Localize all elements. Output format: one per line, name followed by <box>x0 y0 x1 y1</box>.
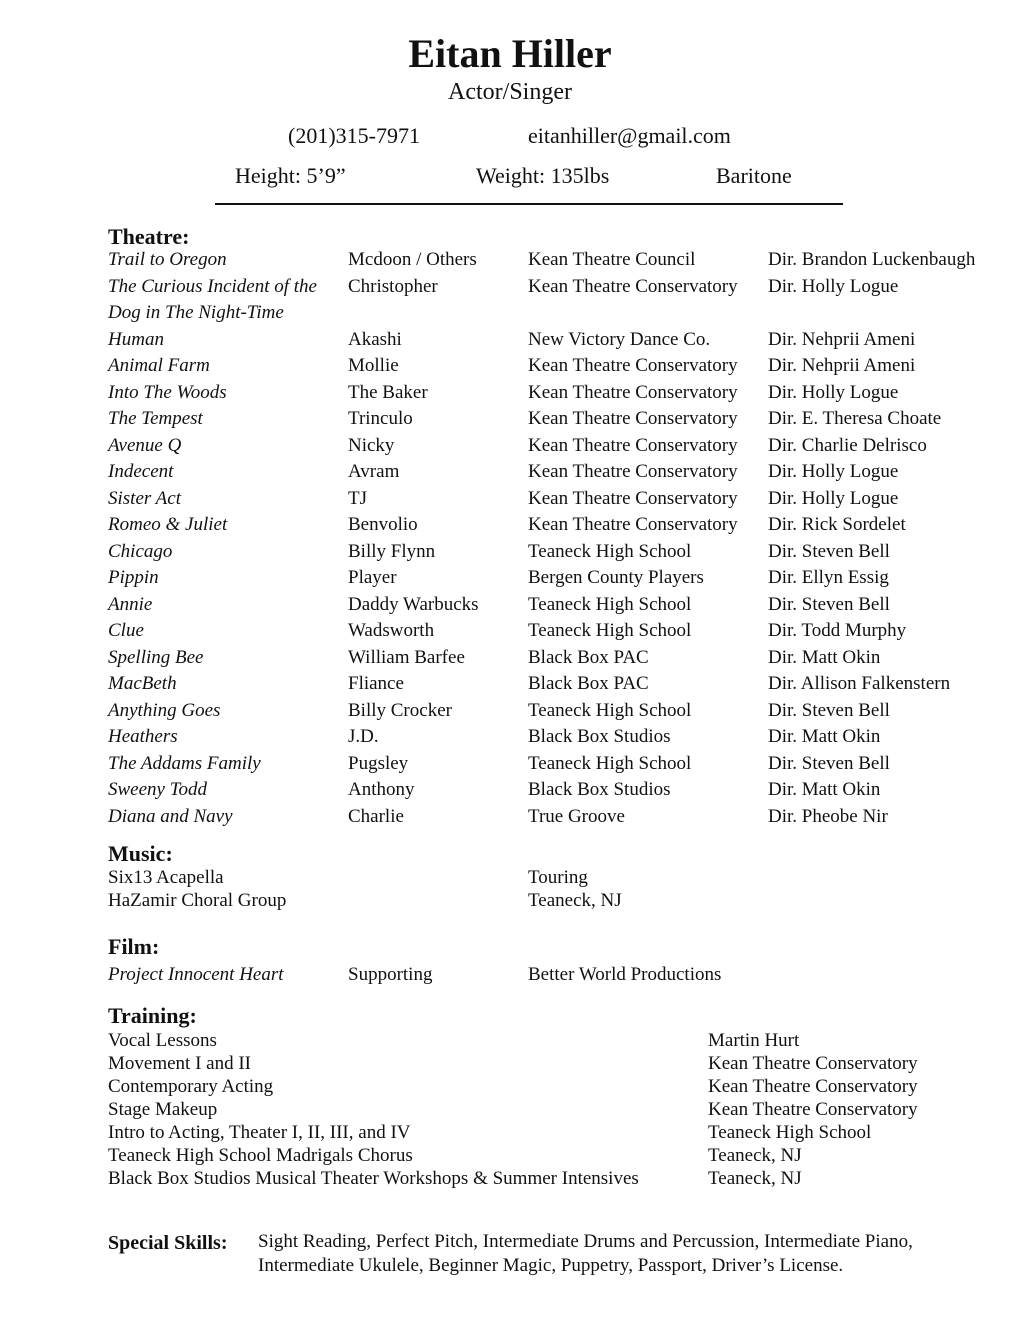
director-name: Dir. Nehprii Ameni <box>768 328 916 350</box>
director-name: Dir. Brandon Luckenbaugh <box>768 249 976 270</box>
show-title: Indecent <box>108 461 174 482</box>
director-name: Dir. Steven Bell <box>768 593 890 615</box>
special-skills-label: Special Skills: <box>108 1232 228 1254</box>
role-name: Daddy Warbucks <box>348 593 479 615</box>
show-title: Spelling Bee <box>108 646 204 668</box>
course-teacher: Kean Theatre Conservatory <box>708 1099 918 1120</box>
company-name: True Groove <box>528 805 625 827</box>
list-item <box>0 1098 1020 1121</box>
table-row <box>0 327 1020 354</box>
group-location: Touring <box>528 867 588 888</box>
director-name: Dir. Matt Okin <box>768 646 881 668</box>
show-title: Romeo & Juliet <box>108 514 228 535</box>
company-name: Kean Theatre Conservatory <box>528 355 738 376</box>
show-title: The Addams Family <box>108 752 261 774</box>
role-name: Nicky <box>348 434 395 456</box>
director-name: Dir. Rick Sordelet <box>768 514 906 535</box>
table-row <box>0 565 1020 592</box>
role-name: The Baker <box>348 381 428 403</box>
company-name: Kean Theatre Conservatory <box>528 461 738 482</box>
phone-number: (201)315-7971 <box>288 123 420 148</box>
company-name: Kean Theatre Conservatory <box>528 514 738 535</box>
show-title: Dog in The Night-Time <box>108 302 284 323</box>
course-teacher: Kean Theatre Conservatory <box>708 1053 918 1074</box>
role-name: Billy Crocker <box>348 699 452 721</box>
role-name: Mcdoon / Others <box>348 249 477 270</box>
list-item <box>0 1075 1020 1098</box>
list-item <box>0 1029 1020 1052</box>
show-title: MacBeth <box>108 673 177 694</box>
role-name: J.D. <box>348 726 379 747</box>
director-name: Dir. Holly Logue <box>768 461 899 482</box>
role-name: Avram <box>348 461 400 482</box>
theatre-heading: Theatre: <box>108 224 190 249</box>
director-name: Dir. Holly Logue <box>768 275 899 297</box>
role-name: Wadsworth <box>348 620 435 641</box>
role-name: Pugsley <box>348 752 409 774</box>
company-name: Bergen County Players <box>528 567 704 588</box>
role-name: William Barfee <box>348 646 465 668</box>
show-title: Pippin <box>108 567 159 588</box>
company-name: Teaneck High School <box>528 540 692 562</box>
table-row <box>0 353 1020 380</box>
director-name: Dir. Charlie Delrisco <box>768 434 927 456</box>
list-item <box>0 889 1020 912</box>
company-name: Black Box PAC <box>528 646 649 668</box>
company-name: Black Box Studios <box>528 779 671 800</box>
role-name: Trinculo <box>348 408 413 429</box>
show-title: Anything Goes <box>108 699 221 721</box>
table-row <box>0 645 1020 672</box>
show-title: Into The Woods <box>108 381 227 403</box>
course-teacher: Martin Hurt <box>708 1030 800 1051</box>
email-address: eitanhiller@gmail.com <box>528 123 731 148</box>
list-item <box>0 866 1020 889</box>
director-name: Dir. Todd Murphy <box>768 620 907 641</box>
table-row <box>0 433 1020 460</box>
show-title: Annie <box>108 593 153 615</box>
director-name: Dir. Nehprii Ameni <box>768 355 916 376</box>
actor-name: Eitan Hiller <box>408 31 612 76</box>
role-name: Christopher <box>348 275 438 297</box>
table-row <box>0 698 1020 725</box>
company-name: Teaneck High School <box>528 699 692 721</box>
table-row <box>0 486 1020 513</box>
company-name: Black Box Studios <box>528 726 671 747</box>
course-name: Intro to Acting, Theater I, II, III, and IV <box>108 1122 411 1143</box>
table-row <box>0 274 1020 301</box>
role-name: Billy Flynn <box>348 540 436 562</box>
table-row <box>0 539 1020 566</box>
course-teacher: Teaneck, NJ <box>708 1168 802 1189</box>
director-name: Dir. E. Theresa Choate <box>768 408 942 429</box>
header-divider <box>215 203 843 205</box>
show-title: Sister Act <box>108 487 182 509</box>
table-row <box>0 777 1020 804</box>
list-item <box>0 1144 1020 1167</box>
company-name: Black Box PAC <box>528 673 649 694</box>
show-title: Animal Farm <box>108 355 210 376</box>
course-name: Vocal Lessons <box>108 1030 217 1051</box>
course-teacher: Kean Theatre Conservatory <box>708 1076 918 1097</box>
course-name: Black Box Studios Musical Theater Workshops & Summer Intensives <box>108 1168 639 1189</box>
show-title: The Tempest <box>108 408 203 429</box>
group-name: HaZamir Choral Group <box>108 890 287 911</box>
show-title: Trail to Oregon <box>108 249 227 270</box>
role-name: Anthony <box>348 779 415 800</box>
table-row <box>0 247 1020 274</box>
director-name: Dir. Holly Logue <box>768 487 899 509</box>
show-title: Sweeny Todd <box>108 779 208 800</box>
table-row <box>0 512 1020 539</box>
company-name: New Victory Dance Co. <box>528 328 711 350</box>
music-heading: Music: <box>108 841 173 866</box>
show-title: Clue <box>108 620 144 641</box>
table-row <box>0 592 1020 619</box>
training-heading: Training: <box>108 1003 197 1028</box>
weight-stat: Weight: 135lbs <box>476 163 610 188</box>
director-name: Dir. Ellyn Essig <box>768 567 889 588</box>
film-title: Project Innocent Heart <box>108 964 284 985</box>
company-name: Kean Theatre Conservatory <box>528 408 738 429</box>
company-name: Kean Theatre Council <box>528 249 696 270</box>
company-name: Kean Theatre Conservatory <box>528 275 738 297</box>
director-name: Dir. Steven Bell <box>768 699 890 721</box>
show-title: Heathers <box>108 726 178 747</box>
show-title: Diana and Navy <box>108 805 233 827</box>
director-name: Dir. Pheobe Nir <box>768 805 888 827</box>
director-name: Dir. Steven Bell <box>768 540 890 562</box>
role-name: TJ <box>348 487 367 509</box>
director-name: Dir. Allison Falkenstern <box>768 673 951 694</box>
role-name: Charlie <box>348 805 404 827</box>
course-teacher: Teaneck, NJ <box>708 1145 802 1166</box>
table-row <box>0 406 1020 433</box>
list-item <box>0 1121 1020 1144</box>
company-name: Kean Theatre Conservatory <box>528 487 738 509</box>
voice-type: Baritone <box>716 163 792 188</box>
course-teacher: Teaneck High School <box>708 1122 872 1143</box>
role-name: Fliance <box>348 673 404 694</box>
list-item <box>0 1167 1020 1190</box>
role-name: Akashi <box>348 328 402 350</box>
director-name: Dir. Matt Okin <box>768 779 881 800</box>
film-heading: Film: <box>108 934 160 959</box>
special-skills-text: Sight Reading, Perfect Pitch, Intermediate Drums and Percussion, Intermediate Piano, Intermediate Ukulele, Beginner Magic, Puppetry, Passport, Driver’s License. <box>258 1231 913 1276</box>
table-row <box>0 724 1020 751</box>
table-row <box>0 751 1020 778</box>
show-title: Chicago <box>108 540 173 562</box>
company-name: Teaneck High School <box>528 620 692 641</box>
role-name: Benvolio <box>348 514 418 535</box>
table-row <box>0 962 1020 989</box>
table-row <box>0 671 1020 698</box>
show-title: Avenue Q <box>108 434 182 456</box>
table-row <box>0 459 1020 486</box>
table-row <box>0 618 1020 645</box>
show-title: The Curious Incident of the <box>108 275 317 297</box>
company-name: Better World Productions <box>528 964 722 985</box>
company-name: Teaneck High School <box>528 752 692 774</box>
list-item <box>0 1052 1020 1075</box>
director-name: Dir. Steven Bell <box>768 752 890 774</box>
show-title: Human <box>108 328 164 350</box>
table-row <box>0 300 1020 327</box>
role-name: Mollie <box>348 355 399 376</box>
course-name: Teaneck High School Madrigals Chorus <box>108 1145 413 1166</box>
director-name: Dir. Matt Okin <box>768 726 881 747</box>
course-name: Contemporary Acting <box>108 1076 274 1097</box>
role-name: Player <box>348 567 397 588</box>
course-name: Stage Makeup <box>108 1099 218 1120</box>
table-row <box>0 804 1020 831</box>
company-name: Teaneck High School <box>528 593 692 615</box>
role-name: Supporting <box>348 964 433 985</box>
table-row <box>0 380 1020 407</box>
company-name: Kean Theatre Conservatory <box>528 434 738 456</box>
course-name: Movement I and II <box>108 1053 251 1074</box>
height-stat: Height: 5’9” <box>235 163 346 188</box>
actor-subtitle: Actor/Singer <box>448 79 572 105</box>
group-name: Six13 Acapella <box>108 867 224 888</box>
group-location: Teaneck, NJ <box>528 890 622 911</box>
director-name: Dir. Holly Logue <box>768 381 899 403</box>
company-name: Kean Theatre Conservatory <box>528 381 738 403</box>
